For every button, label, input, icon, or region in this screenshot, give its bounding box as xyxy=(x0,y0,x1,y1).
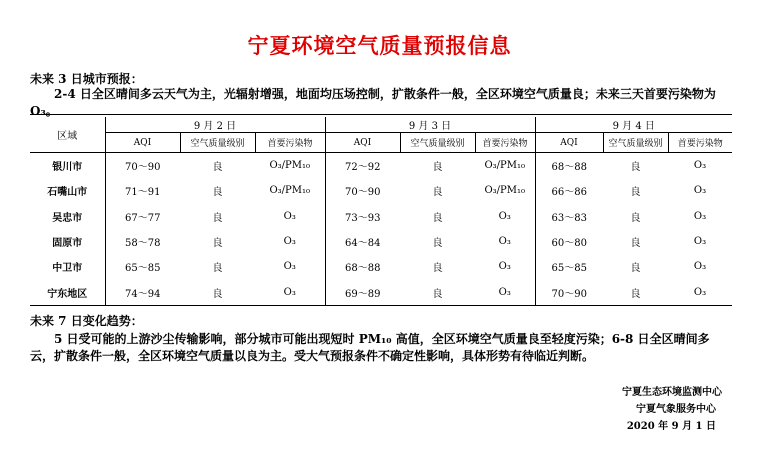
region-header: 区域 xyxy=(30,117,105,153)
pollutant-cell: O₃ xyxy=(475,229,535,254)
table-row xyxy=(30,229,732,254)
aqi-cell: 68～88 xyxy=(551,162,587,174)
aq-level-cell: 良 xyxy=(212,263,223,275)
day-header: 9 月 4 日 xyxy=(535,117,732,133)
aq-level-cell: 良 xyxy=(432,288,443,300)
aq-level-cell: 良 xyxy=(630,288,641,300)
aq-level-cell: 良 xyxy=(212,212,223,224)
aqi-cell: 73～93 xyxy=(345,212,381,224)
table-row xyxy=(30,204,732,229)
table-row xyxy=(30,280,732,305)
aq-level-header: 空气质量级别 xyxy=(603,133,668,153)
region-cell: 宁东地区 xyxy=(30,280,105,305)
pollutant-cell: O₃ xyxy=(475,280,535,305)
aq-level-header: 空气质量级别 xyxy=(180,133,255,153)
aq-level-cell: 良 xyxy=(212,288,223,300)
pollutant-cell: O₃ xyxy=(255,280,325,305)
footer-org-monitoring: 宁夏生态环境监测中心 xyxy=(622,387,722,398)
table-row xyxy=(30,153,732,179)
aqi-cell: 66～86 xyxy=(551,187,587,199)
aq-level-cell: 良 xyxy=(432,263,443,275)
pollutant-header: 首要污染物 xyxy=(668,133,732,153)
aq-level-header: 空气质量级别 xyxy=(400,133,475,153)
aq-level-cell: 良 xyxy=(630,162,641,174)
region-cell: 石嘴山市 xyxy=(30,178,105,203)
aq-level-cell: 良 xyxy=(432,187,443,199)
page-title: 宁夏环境空气质量预报信息 xyxy=(247,33,512,58)
aqi-cell: 64～84 xyxy=(345,238,381,250)
aqi-cell: 68～88 xyxy=(345,263,381,275)
pollutant-cell: O₃ xyxy=(693,210,707,222)
aqi-forecast-table xyxy=(30,117,732,305)
pollutant-cell: O₃ xyxy=(255,254,325,279)
aqi-cell: 70～90 xyxy=(551,288,587,300)
pollutant-cell: O₃ xyxy=(693,160,707,172)
aq-level-cell: 良 xyxy=(630,187,641,199)
pollutant-header: 首要污染物 xyxy=(475,133,535,153)
aq-level-cell: 良 xyxy=(212,238,223,250)
pollutant-cell: O₃ xyxy=(475,254,535,279)
aqi-cell: 65～85 xyxy=(551,263,587,275)
aq-level-cell: 良 xyxy=(212,187,223,199)
aqi-header: AQI xyxy=(105,133,180,153)
day-header: 9 月 2 日 xyxy=(105,117,325,133)
pollutant-cell: O₃ xyxy=(475,204,535,229)
aqi-cell: 65～85 xyxy=(125,263,161,275)
aqi-cell: 71～91 xyxy=(125,187,161,199)
region-cell: 固原市 xyxy=(30,229,105,254)
day-header: 9 月 3 日 xyxy=(325,117,535,133)
trend-7day-text: 5 日受可能的上游沙尘传输影响，部分城市可能出现短时 PM₁₀ 高值，全区环境空气质量良至轻度污染；6-8 日全区晴间多云，扩散条件一般，全区环境空气质量以良为主。受大气预报条件不确定性影响，具体形势有待临近判断。 xyxy=(30,332,710,363)
footer-org-weather: 宁夏气象服务中心 xyxy=(636,404,716,415)
aqi-cell: 72～92 xyxy=(345,162,381,174)
aqi-cell: 70～90 xyxy=(125,162,161,174)
aq-level-cell: 良 xyxy=(212,162,223,174)
table-row xyxy=(30,254,732,279)
pollutant-cell: O₃ xyxy=(255,204,325,229)
aqi-cell: 63～83 xyxy=(551,212,587,224)
aqi-cell: 69～89 xyxy=(345,288,381,300)
aq-level-cell: 良 xyxy=(432,238,443,250)
pollutant-cell: O₃ xyxy=(693,236,707,248)
aqi-cell: 70～90 xyxy=(345,187,381,199)
region-cell: 吴忠市 xyxy=(30,204,105,229)
table-top-rule xyxy=(30,114,732,115)
aq-level-cell: 良 xyxy=(630,238,641,250)
forecast-3day-heading: 未来 3 日城市预报： xyxy=(30,72,143,86)
table-bottom-rule xyxy=(30,305,732,306)
aq-level-cell: 良 xyxy=(432,212,443,224)
pollutant-cell: O₃/PM₁₀ xyxy=(255,178,325,203)
aq-level-cell: 良 xyxy=(432,162,443,174)
aqi-cell: 60～80 xyxy=(551,238,587,250)
pollutant-cell: O₃ xyxy=(693,261,707,273)
pollutant-cell: O₃ xyxy=(693,185,707,197)
pollutant-cell: O₃/PM₁₀ xyxy=(475,178,535,203)
aqi-header: AQI xyxy=(535,133,603,153)
forecast-3day-text: 2-4 日全区晴间多云天气为主，光辐射增强，地面均压场控制，扩散条件一般，全区环境空气质量良；未来三天首要污染物为 O₃。 xyxy=(30,87,716,118)
pollutant-header: 首要污染物 xyxy=(255,133,325,153)
region-cell: 银川市 xyxy=(30,153,105,179)
aqi-cell: 58～78 xyxy=(125,238,161,250)
aqi-header: AQI xyxy=(325,133,400,153)
aqi-cell: 67～77 xyxy=(125,212,161,224)
pollutant-cell: O₃ xyxy=(693,286,707,298)
pollutant-cell: O₃ xyxy=(255,229,325,254)
pollutant-cell: O₃/PM₁₀ xyxy=(475,153,535,179)
aq-level-cell: 良 xyxy=(630,263,641,275)
trend-7day-heading: 未来 7 日变化趋势： xyxy=(30,314,143,328)
aqi-cell: 74～94 xyxy=(125,288,161,300)
region-cell: 中卫市 xyxy=(30,254,105,279)
table-row xyxy=(30,178,732,203)
pollutant-cell: O₃/PM₁₀ xyxy=(255,153,325,179)
footer-date: 2020 年 9 月 1 日 xyxy=(626,421,716,432)
aq-level-cell: 良 xyxy=(630,212,641,224)
